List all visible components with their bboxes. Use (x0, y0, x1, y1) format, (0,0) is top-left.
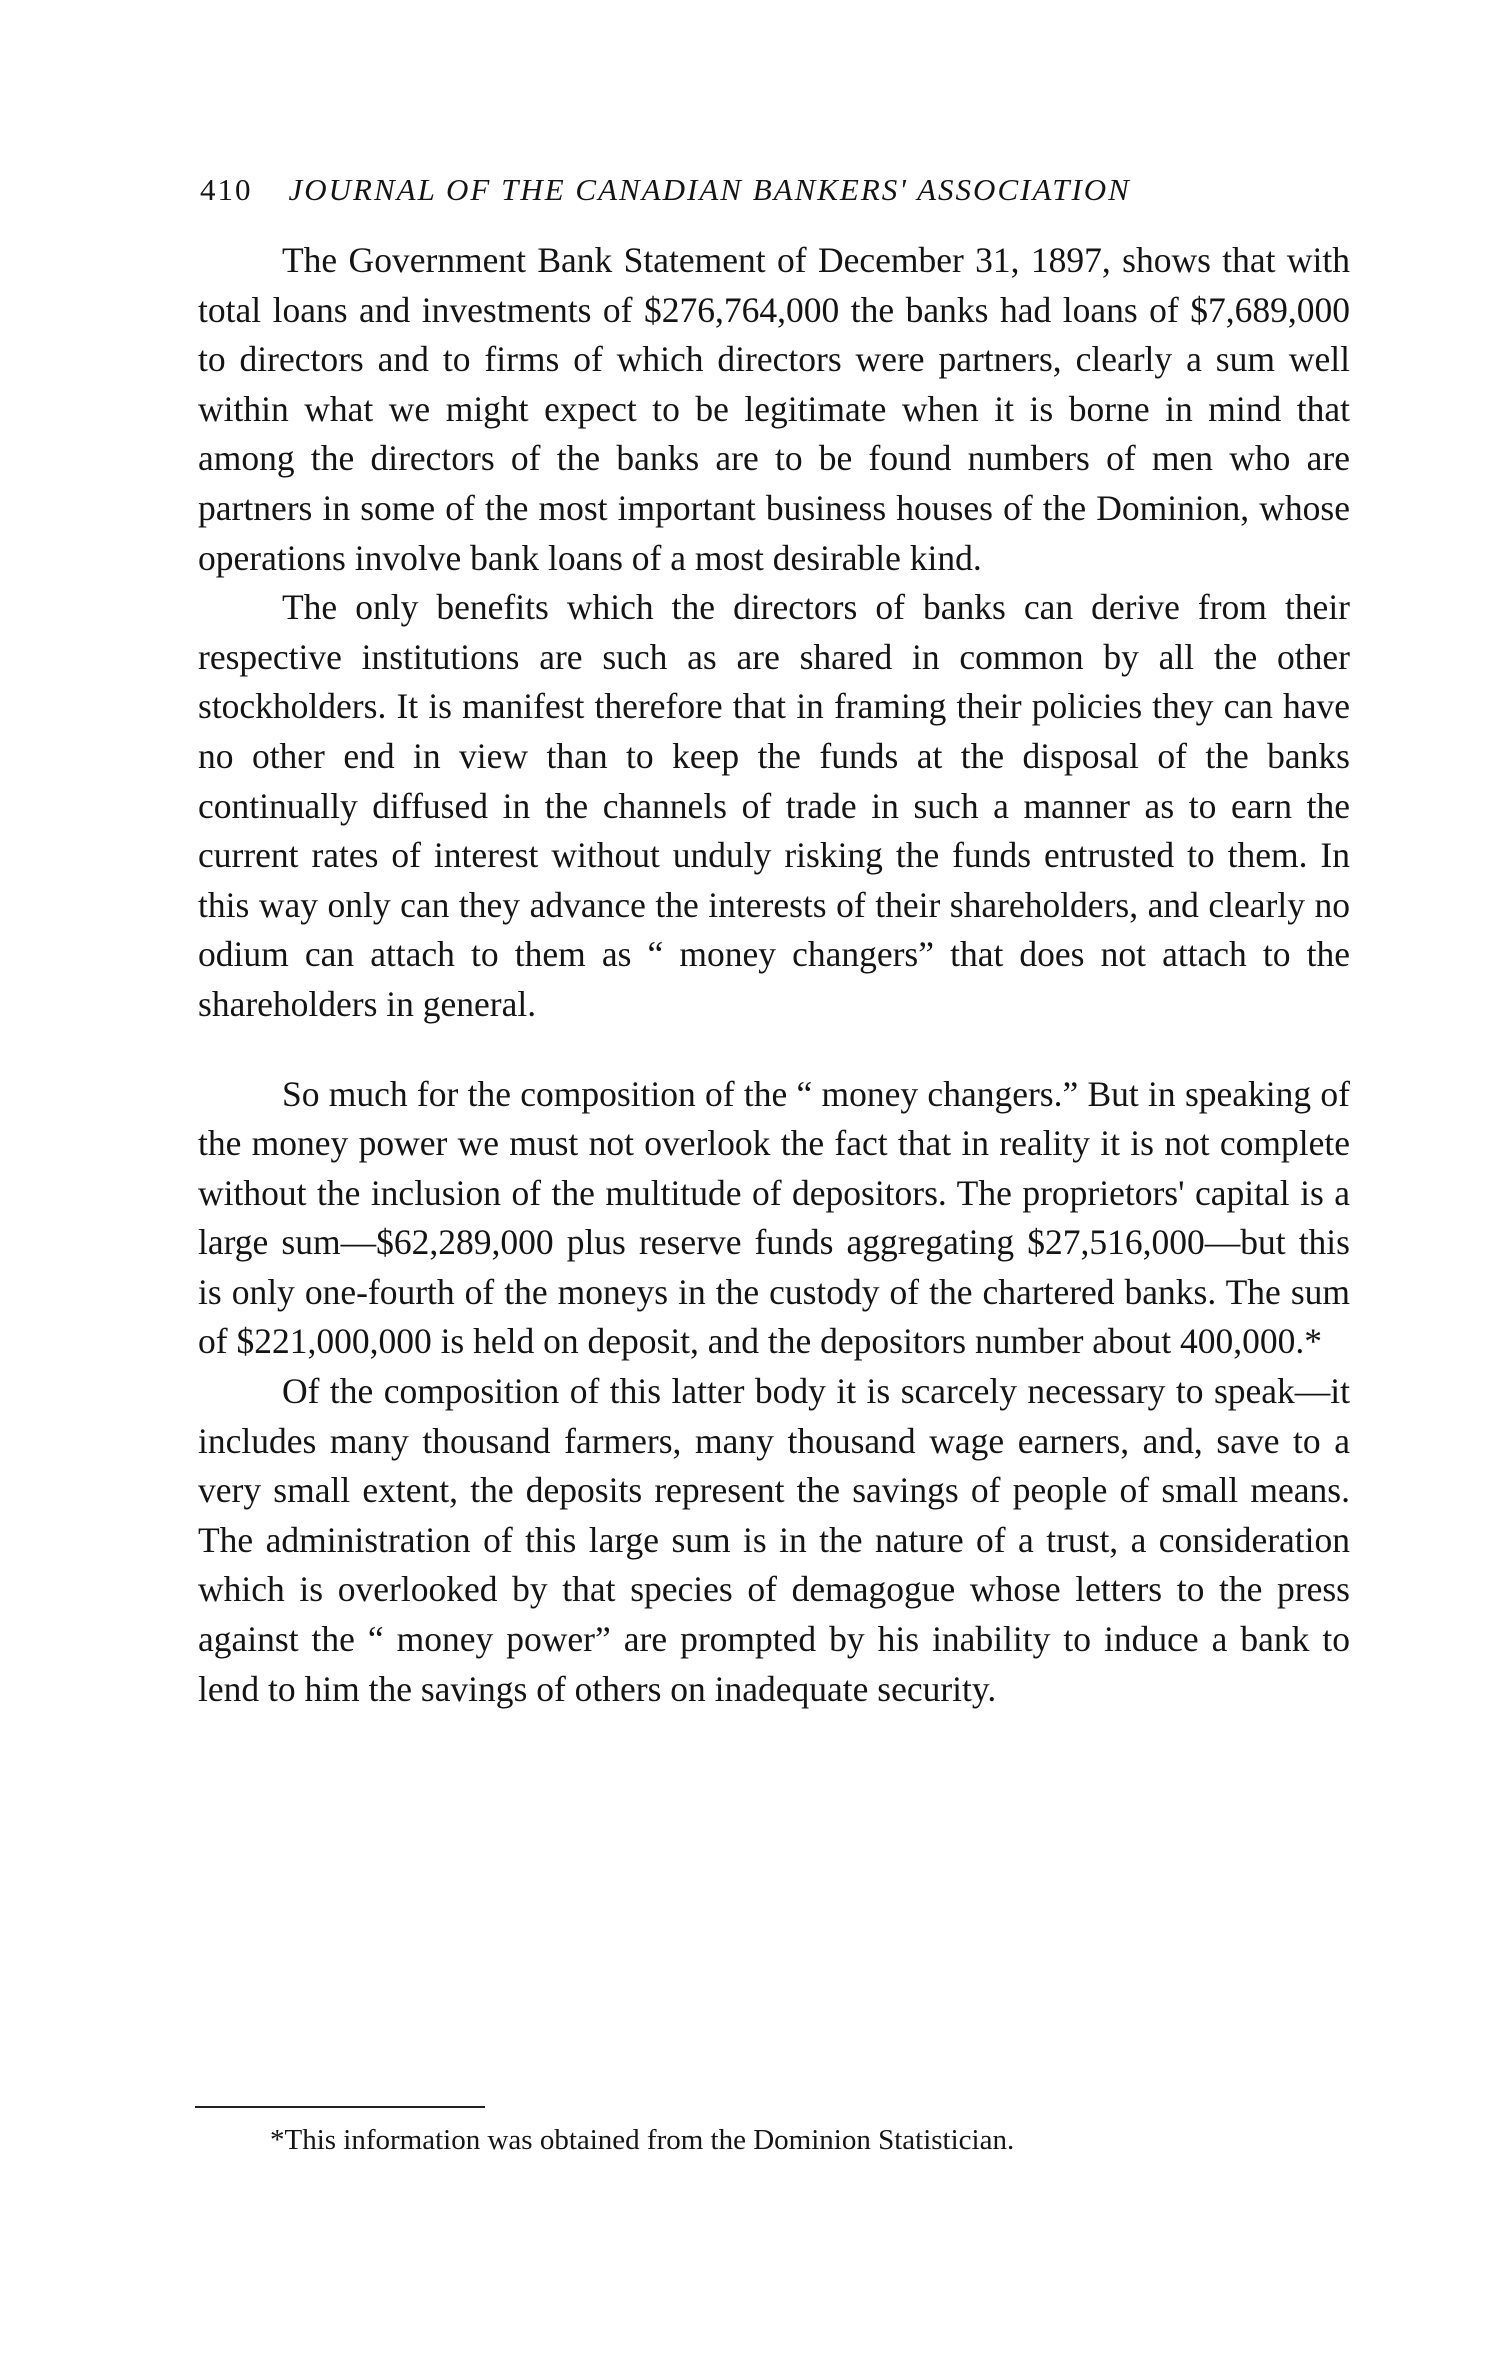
paragraph-depositors: Of the composition of this latter body it is scarcely necessary to speak—it includes many thousand farmers, many thousand wage earners, and, save to a very small extent, the deposits represent the savings of people of small means. The administration of this large sum is in the nature of a trust, a consideration which is overlooked by that species of demagogue whose letters to the press against the “ money power” are prompted by his inability to induce a bank to lend to him the savings of others on inadequate security. (198, 1371, 1350, 1709)
footnote-rule (195, 2106, 485, 2108)
paragraph-director-benefits: The only benefits which the directors of banks can derive from their respective institutions are such as are shared in common by all the other stockholders. It is manifest therefore that in framing their policies they can have no other end in view than to keep the funds at the disposal of the banks continually diffused in the channels of trade in such a manner as to earn the current rates of interest without unduly risking the funds entrusted to them. In this way only can they advance the interests of their shareholders, and clearly no odium can attach to them as “ money changers” that does not attach to the shareholders in general. (198, 587, 1350, 1024)
paragraph-money-changers: So much for the composition of the “ money changers.” But in speaking of the money power we must not overlook the fact that in reality it is not complete without the inclusion of the multitude of depositors. The proprietors' capital is a large sum—$62,289,000 plus reserve funds aggregating $27,516,000—but this is only one-fourth of the moneys in the custody of the chartered banks. The sum of $221,000,000 is held on deposit, and the depositors number about 400,000.* (198, 1073, 1350, 1362)
paragraph-bank-statement: The Government Bank Statement of December 31, 1897, shows that with total loans and investments of $276,764,000 the banks had loans of $7,689,000 to directors and to firms of which directors were partners, clearly a sum well within what we might expect to be legitimate when it is borne in mind that among the directors of the banks are to be found numbers of men who are partners in some of the most important business houses of the Dominion, whose operations involve bank loans of a most desirable kind. (198, 240, 1350, 578)
running-header (200, 172, 1131, 208)
journal-title: JOURNAL OF THE CANADIAN BANKERS' ASSOCIATION (288, 172, 1131, 207)
page-number: 410 (200, 172, 253, 207)
body-text (198, 236, 1350, 1714)
footnote: *This information was obtained from the Dominion Statistician. (270, 2124, 1015, 2156)
